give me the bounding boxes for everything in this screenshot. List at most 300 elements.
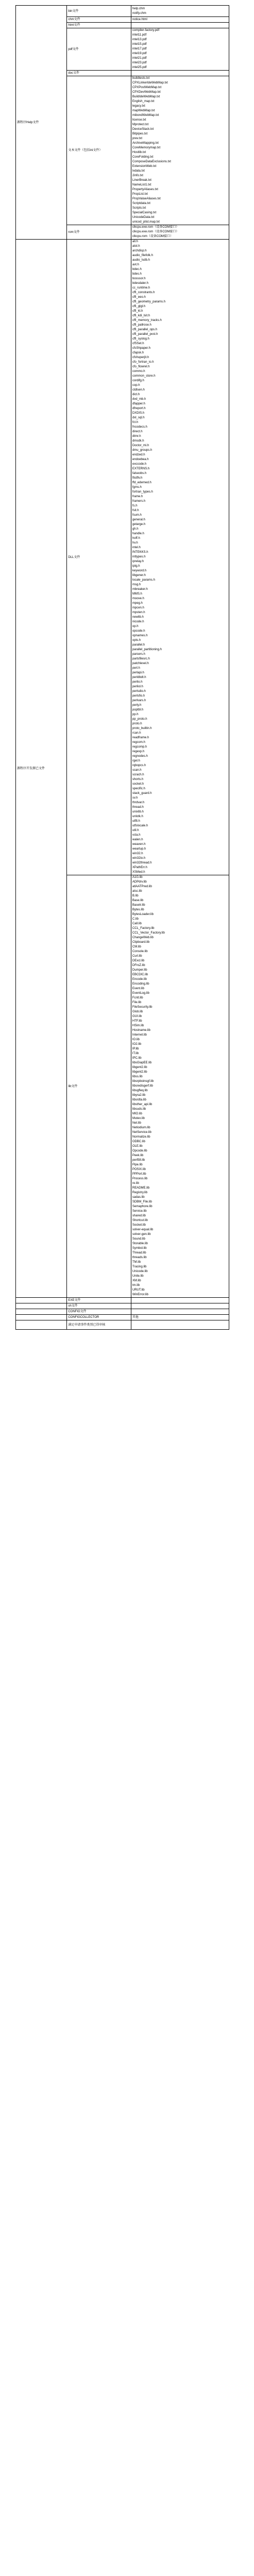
file-entry: opts.h: [132, 639, 141, 642]
file-entry: 2info.txt: [132, 174, 143, 177]
file-entry: GUI.lib: [132, 1015, 142, 1018]
file-entry: commo.h: [132, 370, 145, 373]
type-cell: [67, 1315, 131, 1320]
file-entry: libgent2.lib: [132, 1066, 147, 1069]
files-cell: [131, 875, 229, 1298]
group-label-empty: [16, 1315, 67, 1320]
file-entry: weaven.h: [132, 843, 146, 846]
file-entry: win32io.h: [132, 857, 146, 860]
file-entry: dmsdk.h: [132, 439, 144, 443]
file-entry: utfslocale.h: [132, 824, 148, 827]
file-entry: proto.h: [132, 722, 142, 725]
files-cell: [131, 28, 229, 71]
table-row: [16, 6, 229, 17]
file-entry: socket.h: [132, 783, 144, 786]
file-entry: IPC.lib: [132, 1057, 142, 1060]
table-row: [16, 1309, 229, 1315]
file-entry: perlvars.h: [132, 699, 146, 702]
file-entry: ExtensionWeb.txt: [132, 165, 157, 168]
file-entry: Unicode.lib: [132, 1270, 148, 1273]
file-entry: proto_builtin.h: [132, 727, 152, 730]
file-entry: regnodes.h: [132, 755, 148, 758]
file-entry: File.lib: [132, 1001, 142, 1004]
file-entry: mpsten.h: [132, 611, 145, 614]
file-entry: moove.h: [132, 597, 144, 600]
file-entry: win32.h: [132, 852, 143, 855]
file-entry: libyra2.lib: [132, 1094, 146, 1097]
type-cell: [67, 28, 131, 71]
file-entry: all.h: [132, 240, 138, 243]
file-entry: DeviceStack.txt: [132, 128, 154, 131]
file-entry: iptg.h: [132, 565, 140, 568]
file-entry: perlio.h: [132, 681, 143, 684]
file-entry: Scriptdata.txt: [132, 202, 150, 205]
file-entry: IO.lib: [132, 1038, 140, 1041]
file-entry: Event.lib: [132, 987, 144, 990]
files-cell: [131, 1298, 229, 1303]
file-entry: legacy.txt: [132, 105, 145, 108]
file-entry: Call.lib: [132, 922, 142, 925]
group-label-empty: [16, 1309, 67, 1315]
file-entry: Registry.lib: [132, 1191, 148, 1194]
file-entry: Mutex.lib: [132, 1117, 145, 1120]
type-label: CONFIGCOLLECTOR: [68, 1316, 99, 1319]
file-entry: cffi_parallel_ops.h: [132, 328, 158, 331]
type-cell: [67, 17, 131, 23]
file-entry: fsum.h: [132, 514, 142, 517]
file-entry: ctdlsen.h: [132, 388, 145, 392]
file-entry: CPXPostWebMap.txt: [132, 86, 162, 89]
file-entry: pp.h: [132, 713, 139, 716]
file-entry: DXDIS.h: [132, 412, 145, 415]
file-entry: PPPort.lib: [132, 1173, 146, 1176]
file-entry: intel11.pdf: [132, 33, 147, 37]
file-entry: intel23.pdf: [132, 61, 147, 64]
file-entry: Opcode.lib: [132, 1149, 147, 1153]
file-entry: fortran_types.h: [132, 490, 153, 494]
file-entry: rcan.h: [132, 732, 141, 735]
file-entry: Process.lib: [132, 1177, 148, 1180]
file-entry: cfo_flowrel.h: [132, 365, 150, 368]
file-entry: libss.lib: [132, 1075, 143, 1078]
type-cell: [67, 225, 131, 240]
file-entry: framers.h: [132, 500, 146, 503]
file-entry: intel15.pdf: [132, 43, 147, 46]
file-entry: audio_filefolk.h: [132, 254, 153, 257]
file-entry: atsc.lib: [132, 890, 142, 893]
file-list: [132, 18, 228, 22]
file-entry: Fcntl.lib: [132, 996, 143, 999]
file-entry: fct.h: [132, 421, 139, 424]
file-entry: Netiodium.lib: [132, 1126, 150, 1129]
file-entry: re.lib: [132, 1182, 139, 1185]
file-entry: stack_guard.h: [132, 792, 152, 795]
file-entry: regcom.h: [132, 741, 145, 744]
file-entry: HTF.lib: [132, 1020, 142, 1023]
file-entry: EBCDIC.lib: [132, 973, 148, 976]
file-entry: threads.lib: [132, 1256, 147, 1259]
type-label: 满足申请事件类别已得审核: [68, 1323, 106, 1327]
file-entry: win32thread.h: [132, 861, 152, 865]
type-cell: [67, 875, 131, 1298]
file-entry: unicod_plist.map.txt: [132, 221, 160, 224]
file-entry: Tracing.lib: [132, 1265, 147, 1268]
file-entry: cffi_memory_tracks.h: [132, 319, 162, 322]
file-entry: cfSSet.h: [132, 342, 144, 345]
file-entry: ffd_ederned.h: [132, 481, 151, 484]
file-entry: INTEKKS.h: [132, 551, 148, 554]
file-entry: Net.lib: [132, 1122, 141, 1125]
file-entry: Bytes.lib: [132, 908, 144, 911]
file-entry: perldbdt.h: [132, 676, 146, 679]
file-entry: Service.lib: [132, 1210, 147, 1213]
file-entry: CM.lib: [132, 945, 141, 948]
file-entry: MMS.h: [132, 592, 142, 596]
file-entry: Semaphore.lib: [132, 1205, 153, 1208]
file-entry: Unite.lib: [132, 1275, 144, 1278]
file-entry: ArchiveMapping.txt: [132, 142, 159, 145]
file-entry: sv.h: [132, 796, 138, 800]
file-entry: Sound.lib: [132, 1238, 145, 1241]
file-entry: perly.h: [132, 704, 142, 707]
file-entry: parallel_partitioning.h: [132, 648, 162, 651]
file-entry: op.h: [132, 625, 139, 628]
file-entry: Thread.lib: [132, 1251, 146, 1255]
file-entry: mpeg.h: [132, 602, 143, 605]
file-entry: parallel.h: [132, 643, 145, 647]
file-entry: Hostlib.txt: [132, 151, 146, 154]
file-entry: B.lib: [132, 894, 139, 897]
file-entry: parsers.h: [132, 653, 145, 656]
file-entry: shared.lib: [132, 1214, 146, 1217]
files-cell: [131, 76, 229, 225]
file-entry: dxl_sql.h: [132, 416, 145, 419]
file-entry: walen.h: [132, 838, 143, 841]
file-entry: endzed.h: [132, 453, 145, 456]
file-entry: intel21.pdf: [132, 57, 147, 60]
type-cell: [67, 6, 131, 17]
file-entry: intel17.pdf: [132, 47, 147, 50]
file-entry: regcomp.h: [132, 745, 147, 749]
file-entry: CoreMemorymap.txt: [132, 146, 161, 149]
file-entry: cfshuperjit.h: [132, 356, 149, 359]
type-label: lib文件: [68, 1084, 78, 1088]
file-entry: HSim.lib: [132, 1024, 144, 1027]
file-entry: Symbol.lib: [132, 1247, 147, 1250]
file-entry: newlib.h: [132, 616, 144, 619]
file-entry: solver-equal.lib: [132, 1228, 154, 1231]
file-entry: LinerBreak.txt: [132, 179, 151, 182]
file-entry: PropertyAliases.txt: [132, 188, 158, 191]
file-entry: weartup.h: [132, 848, 146, 851]
file-entry: patchlevel.h: [132, 662, 149, 665]
file-entry: fs.h: [132, 504, 138, 507]
type-cell: [67, 1309, 131, 1315]
file-entry: cfapsk.h: [132, 351, 144, 354]
file-list: [132, 76, 228, 225]
files-cell: [131, 17, 229, 23]
type-label: 文本文件（包括ini文件）: [68, 149, 103, 152]
file-entry: solver-gen.lib: [132, 1233, 151, 1236]
table-row: [16, 1303, 229, 1309]
file-entry: ODBC.lib: [132, 1140, 145, 1143]
file-entry: cffi_kt.h: [132, 310, 143, 313]
file-entry: Hostname.lib: [132, 1029, 150, 1032]
group-label-empty: [16, 1303, 67, 1309]
file-entry: partsfilesrc.h: [132, 657, 150, 660]
file-entry: perl.h: [132, 667, 140, 670]
file-entry: IO2.lib: [132, 1043, 142, 1046]
file-entry: direct.h: [132, 430, 143, 433]
file-entry: Doctor_mi.h: [132, 444, 149, 447]
file-entry: Encoding.lib: [132, 982, 149, 986]
file-entry: unlotk.h: [132, 815, 143, 818]
file-list: [132, 7, 228, 16]
file-entry: mibondWebMap.txt: [132, 114, 159, 117]
group-label-empty: [16, 1320, 67, 1330]
table-row: [16, 1298, 229, 1303]
file-entry: atlAATPred.lib: [132, 885, 152, 888]
group-label-help: [16, 6, 67, 240]
file-entry: EXTERNS.h: [132, 467, 150, 470]
file-entry: Socket.lib: [132, 1224, 146, 1227]
file-entry: cffi_glgl.h: [132, 305, 146, 308]
file-entry: SDBM_File.lib: [132, 1200, 152, 1204]
file-entry: dfreport.h: [132, 407, 146, 410]
file-entry: util.h: [132, 829, 139, 832]
file-entry: perlsfio.h: [132, 694, 145, 698]
file-entry: Bitpipes.txt: [132, 132, 148, 135]
file-entry: libsGiapEE.lib: [132, 1061, 152, 1064]
file-entry: C.lib: [132, 918, 139, 921]
file-entry: frame.h: [132, 495, 143, 498]
type-cell: [67, 1320, 131, 1330]
file-entry: opcode.h: [132, 630, 145, 633]
file-list: [132, 875, 228, 1297]
file-entry: opnames.h: [132, 634, 148, 637]
file-entry: perlapi.h: [132, 671, 144, 674]
file-entry: Storable.lib: [132, 1242, 148, 1245]
type-label: sh文件: [68, 1304, 78, 1308]
files-cell: [131, 1315, 229, 1320]
file-entry: cffi_geometry_params.h: [132, 300, 166, 303]
file-entry: libsther_api.lib: [132, 1103, 153, 1106]
file-entry: dfapper.h: [132, 402, 145, 405]
file-entry: intel25.pdf: [132, 66, 147, 69]
file-entry: notice.html: [132, 18, 147, 21]
file-entry: XM.lib: [132, 1279, 141, 1282]
file-entry: fncodecs.h: [132, 426, 147, 429]
type-label: html文件: [68, 24, 80, 27]
file-entry: regexp.h: [132, 750, 145, 753]
file-entry: clkcpu.exe.rom（设备COM接口）: [132, 226, 179, 229]
file-entry: avt.h: [132, 263, 139, 266]
file-entry: dmu_groups.h: [132, 449, 153, 452]
file-entry: compiler-factory.pdf: [132, 29, 160, 32]
file-entry: thrdvar.h: [132, 801, 145, 804]
file-entry: bosssor.h: [132, 277, 146, 280]
file-entry: libsgfleq.lib: [132, 1089, 148, 1092]
file-list: [132, 225, 228, 239]
type-cell: [67, 1303, 131, 1309]
file-entry: mapWebMap.txt: [132, 109, 155, 112]
type-label: pdf文件: [68, 47, 79, 51]
file-entry: scrach.h: [132, 773, 144, 776]
type-cell: [67, 76, 131, 225]
file-entry: DExcl.lib: [132, 959, 145, 962]
file-entry: perliol.h: [132, 685, 143, 688]
file-entry: lxdata.txt: [132, 170, 145, 173]
file-list: [132, 1315, 228, 1320]
file-entry: Encode.lib: [132, 978, 147, 981]
file-entry: EventLog.lib: [132, 992, 149, 995]
file-entry: getarge.h: [132, 523, 146, 526]
file-entry: specific.h: [132, 787, 145, 790]
file-entry: Base.lib: [132, 899, 144, 902]
file-entry: NameList1.txt: [132, 183, 151, 187]
group-label-text: 源程序Help文件: [17, 121, 39, 124]
file-entry: Curl.lib: [132, 955, 142, 958]
file-entry: cfsShpaper.h: [132, 347, 150, 350]
file-type-table: [15, 5, 229, 1330]
file-entry: exccode.h: [132, 463, 147, 466]
file-entry: CCL_Vector_Factory.lib: [132, 931, 165, 935]
file-entry: ADPdrv.lib: [132, 880, 147, 884]
file-list: [132, 28, 228, 70]
file-entry: PropList.txt: [132, 193, 148, 196]
type-cell: [67, 23, 131, 28]
file-entry: BytesLoader.lib: [132, 913, 154, 916]
files-cell: [131, 240, 229, 875]
file-entry: WinError.lib: [132, 1293, 148, 1296]
file-entry: tm.lib: [132, 1284, 140, 1287]
file-entry: CoreFolding.txt: [132, 156, 154, 159]
file-entry: cffi_kdi_lsit.h: [132, 314, 150, 317]
file-entry: rqbopcs.h: [132, 764, 146, 767]
file-entry: archdisp.h: [132, 249, 147, 252]
file-entry: help.chm: [132, 7, 145, 10]
file-entry: Mprotect.txt: [132, 123, 149, 126]
file-entry: cffi_eeo.h: [132, 296, 146, 299]
file-entry: libgent2.lib: [132, 1071, 147, 1074]
file-entry: poptbl.h: [132, 708, 144, 711]
group-label-text: 源程序开发源已文件: [17, 767, 45, 770]
type-label: bin文件: [68, 9, 79, 13]
file-entry: BuildIdeWebMap.txt: [132, 95, 160, 98]
file-entry: iprelay.h: [132, 560, 144, 563]
file-entry: URUT.lib: [132, 1289, 145, 1292]
file-entry: utf8.h: [132, 820, 140, 823]
file-entry: locale_params.h: [132, 579, 155, 582]
file-entry: hv.h: [132, 541, 138, 545]
file-entry: msg.h: [132, 583, 141, 586]
file-entry: nicode.h: [132, 620, 144, 623]
file-entry: dtmr.h: [132, 435, 141, 438]
file-entry: rgel.h: [132, 759, 140, 762]
table-row: [16, 240, 229, 875]
group-label-dev: [16, 240, 67, 1298]
file-entry: cc_runtime.h: [132, 286, 150, 290]
file-entry: unixlib.h: [132, 810, 144, 814]
file-entry: POSIX.lib: [132, 1168, 146, 1171]
file-entry: license.txt: [132, 118, 146, 122]
file-entry: Glob.lib: [132, 1010, 143, 1013]
file-entry: cffi_parallel_pvst.h: [132, 333, 158, 336]
file-entry: mpcen.h: [132, 606, 144, 609]
file-entry: PropValueAliases.txt: [132, 197, 161, 200]
file-entry: vcla.h: [132, 834, 141, 837]
type-cell: [67, 1298, 131, 1303]
file-entry: intel13.pdf: [132, 38, 147, 41]
file-entry: handle.h: [132, 532, 144, 535]
file-entry: Scripts.txt: [132, 207, 146, 210]
file-entry: thread.h: [132, 806, 144, 809]
file-entry: English_map.txt: [132, 100, 155, 103]
files-cell: [131, 23, 229, 28]
file-entry: DFroZ.lib: [132, 964, 145, 967]
files-cell: [131, 1320, 229, 1330]
file-entry: MIO.lib: [132, 1112, 142, 1115]
file-entry: clkcpu.rom（设备COM接口）: [132, 235, 173, 238]
file-entry: fsit.h: [132, 509, 139, 512]
file-entry: libsrpboinsgf.lib: [132, 1080, 154, 1083]
file-entry: cffi_pallrose.h: [132, 324, 151, 327]
file-entry: TM.lib: [132, 1261, 141, 1264]
file-entry: buildtests.txt: [132, 77, 150, 80]
file-entry: CPXDevWebMap.txt: [132, 91, 161, 94]
file-entry: bdes.h: [132, 273, 142, 276]
type-label: chm文件: [68, 18, 80, 21]
file-entry: cop.h: [132, 384, 140, 387]
file-entry: readframe.h: [132, 736, 149, 739]
file-entry: scan.h: [132, 769, 142, 772]
files-cell: [131, 71, 229, 76]
file-entry: bdesdaler.h: [132, 282, 148, 285]
file-entry: README.lib: [132, 1187, 150, 1190]
file-entry: flistflv.h: [132, 477, 143, 480]
file-entry: CPXLinkerIdeWebMap.txt: [132, 81, 168, 84]
file-entry: IP.lib: [132, 1047, 139, 1050]
file-entry: audio_lsdb.h: [132, 259, 150, 262]
file-entry: inttypes.h: [132, 555, 146, 558]
file-entry: NetService.lib: [132, 1131, 151, 1134]
file-entry: fgms.h: [132, 486, 142, 489]
file-entry: OLE.lib: [132, 1145, 143, 1148]
file-entry: hoff.h: [132, 537, 140, 540]
files-cell: [131, 1309, 229, 1315]
file-entry: libsuds.lib: [132, 1108, 146, 1111]
file-entry: A1G.lib: [132, 876, 143, 879]
table-row: [16, 1315, 229, 1320]
file-entry: clkcpu.exe.rom（设备COM接口）: [132, 230, 179, 233]
type-label: doc文件: [68, 72, 80, 75]
file-entry: dvd_mb.h: [132, 398, 146, 401]
type-label: DLL文件: [68, 555, 80, 559]
file-entry: Clipboard.lib: [132, 941, 150, 944]
file-entry: pp_proto.h: [132, 718, 147, 721]
type-label: rom文件: [68, 230, 80, 234]
file-entry: mbreaker.h: [132, 588, 148, 591]
file-entry: intel.h: [132, 546, 141, 549]
file-entry: ComposeDataExclusions.txt: [132, 160, 171, 163]
file-entry: common_store.h: [132, 375, 156, 378]
file-entry: Console.lib: [132, 950, 148, 953]
file-entry: atol.h: [132, 245, 140, 248]
file-entry: Dumper.lib: [132, 969, 147, 972]
file-list: [132, 240, 228, 875]
file-entry: SpecialCasing.txt: [132, 211, 157, 214]
file-entry: endoebea.h: [132, 458, 149, 461]
